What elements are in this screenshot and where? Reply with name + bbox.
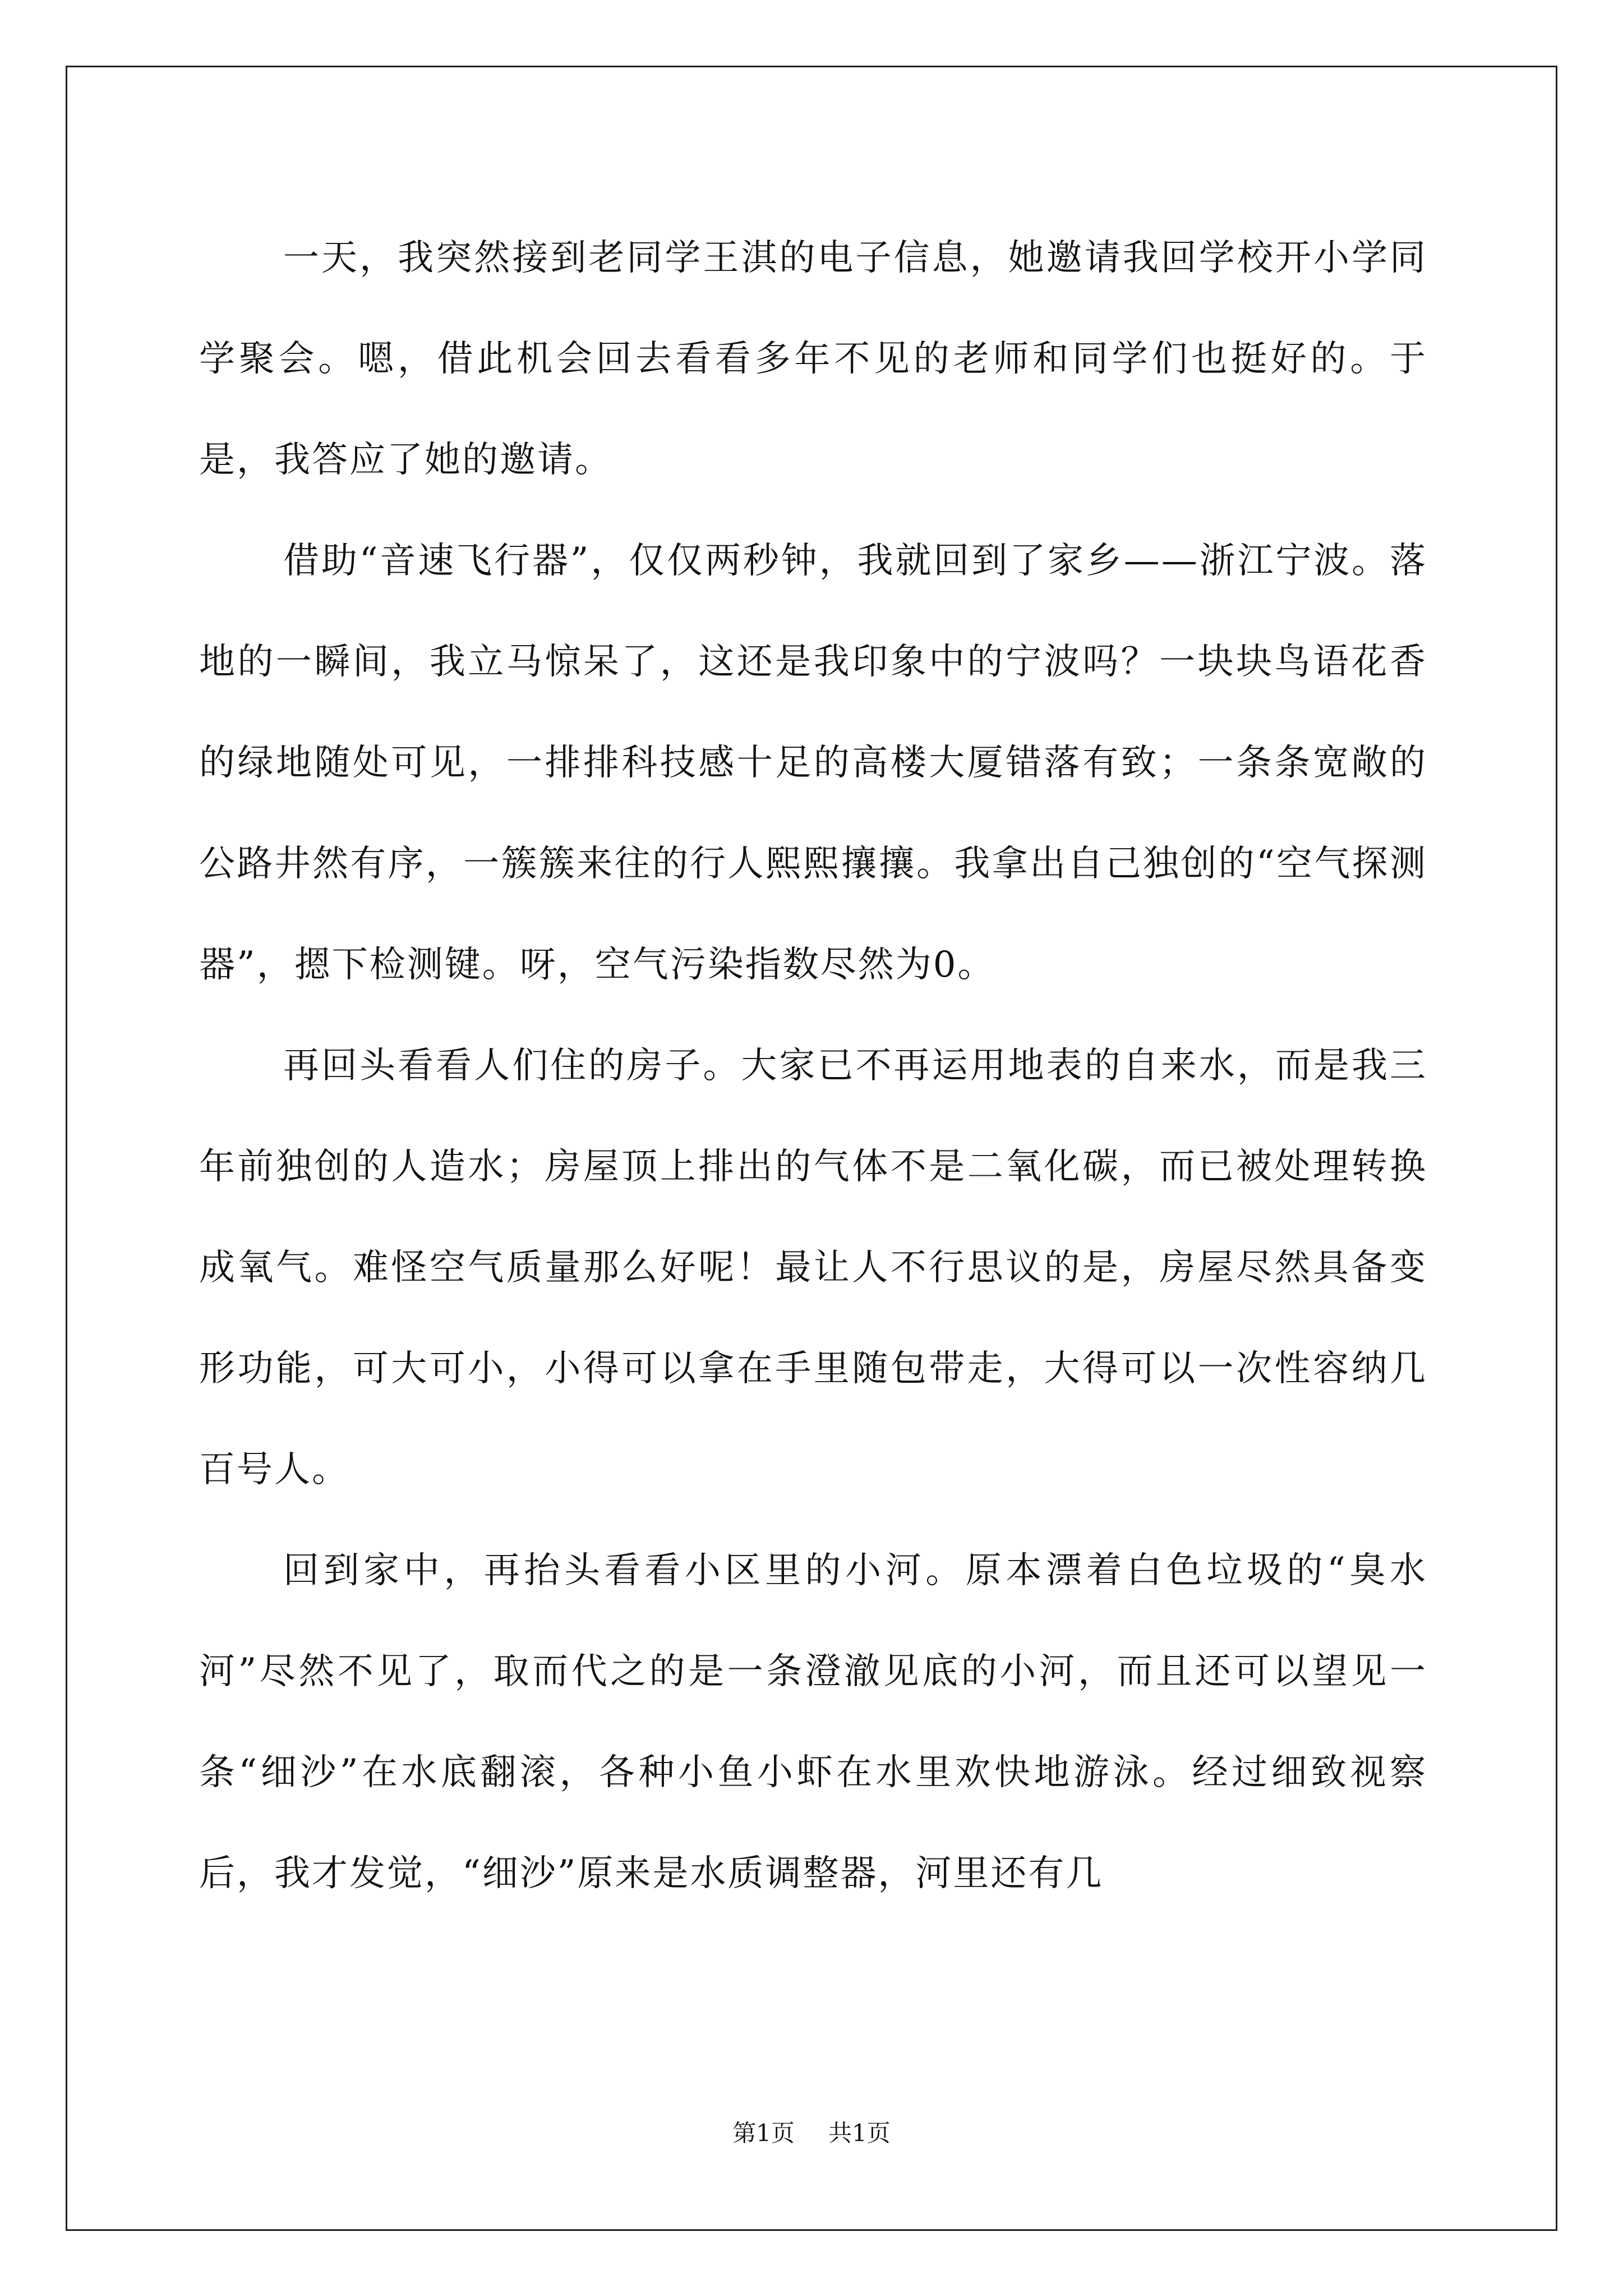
document-body [199, 208, 1427, 1924]
paragraph-1: 一天，我突然接到老同学王淇的电子信息，她邀请我回学校开小学同学聚会。嗯，借此机会回去看看多年不见的老师和同学们也挺好的。于是，我答应了她的邀请。 [199, 237, 1427, 481]
paragraph-4: 回到家中，再抬头看看小区里的小河。原本漂着白色垃圾的“臭水河”尽然不见了，取而代之的是一条澄澈见底的小河，而且还可以望见一条“细沙”在水底翻滚，各种小鱼小虾在水里欢快地游泳。经过细致视察后，我才发觉，“细沙”原来是水质调整器，河里还有几 [199, 1550, 1427, 1894]
paragraph-2: 借助“音速飞行器”，仅仅两秒钟，我就回到了家乡——浙江宁波。落地的一瞬间，我立马惊呆了，这还是我印象中的宁波吗？一块块鸟语花香的绿地随处可见，一排排科技感十足的高楼大厦错落有致；一条条宽敞的公路井然有序，一簇簇来往的行人熙熙攘攘。我拿出自己独创的“空气探测器”，摁下检测键。呀，空气污染指数尽然为0。 [199, 540, 1427, 986]
page-footer [0, 2115, 1623, 2148]
page-number-current: 第1页 [732, 2119, 795, 2147]
paragraph-3: 再回头看看人们住的房子。大家已不再运用地表的自来水，而是我三年前独创的人造水；房屋顶上排出的气体不是二氧化碳，而已被处理转换成氧气。难怪空气质量那么好呢！最让人不行思议的是，房屋尽然具备变形功能，可大可小，小得可以拿在手里随包带走，大得可以一次性容纳几百号人。 [199, 1045, 1427, 1490]
page-number-total: 共1页 [828, 2119, 891, 2147]
